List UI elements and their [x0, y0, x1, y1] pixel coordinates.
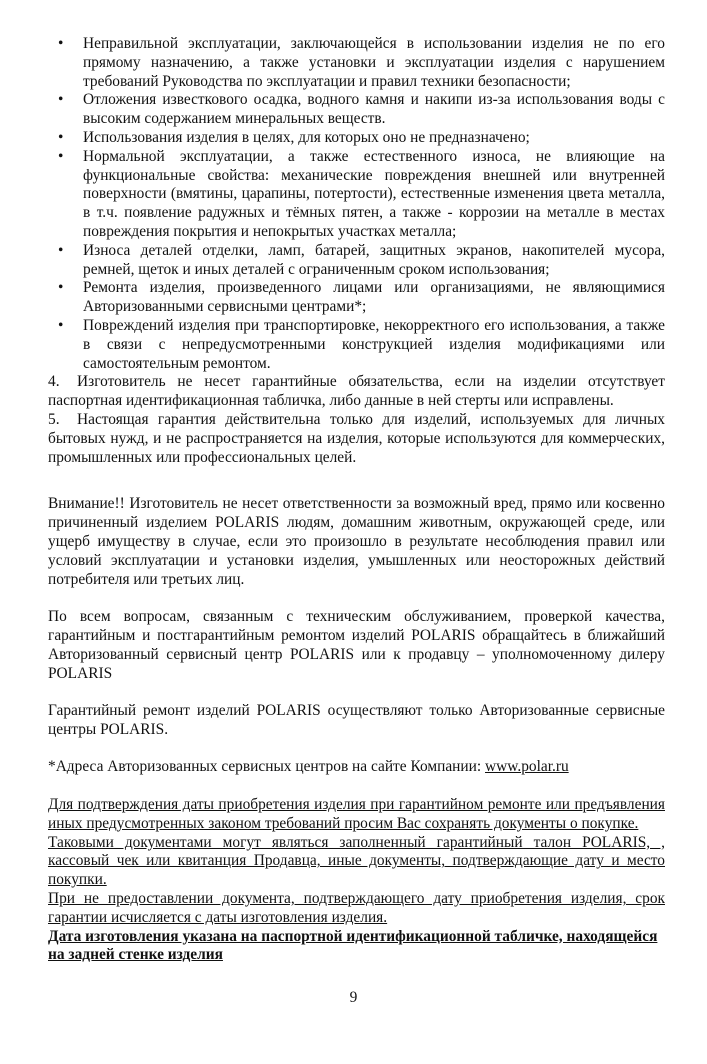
- warranty-repair-paragraph: Гарантийный ремонт изделий POLARIS осуществляют только Авторизованные сервисные центры POLARIS.: [48, 702, 665, 738]
- list-item: • Использования изделия в целях, для которых оно не предназначено;: [58, 128, 530, 146]
- list-item: • Ремонта изделия, произведенного лицами или организациями, не являющимися Авторизованными сервисными центрами*;: [58, 279, 665, 316]
- list-item: • Неправильной эксплуатации, заключающейся в использовании изделия не по его прямому назначению, а также установки и эксплуатации изделия с нарушением требований Руководства по эксплуатации и правил техники безопасности;: [58, 35, 665, 90]
- no-document-note: При не предоставлении документа, подтверждающего дату приобретения изделия, срок гарантии исчисляется с даты изготовления изделия.: [48, 890, 665, 926]
- bullet-icon: •: [58, 316, 64, 334]
- bullet-icon: •: [58, 279, 64, 297]
- attention-paragraph: Внимание!! Изготовитель не несет ответственности за возможный вред, прямо или косвенно причиненный изделием POLARIS людям, домашним животным, окружающей среде, или ущерб имуществу в случае, если это произошло в результате несоблюдения правил или условий эксплуатации и установки изделия, умышленных или неосторожных действий потребителя или третьих лиц.: [48, 495, 665, 588]
- clause-5: 5. Настоящая гарантия действительна только для изделий, используемых для личных бытовых нужд, и не распространяется на изделия, которые используются для коммерческих, промышленных или профессиональных целей.: [48, 410, 665, 466]
- list-item: • Отложения известкового осадка, водного камня и накипи из-за использования воды с высоким содержанием минеральных веществ.: [58, 91, 665, 128]
- list-item: • Износа деталей отделки, ламп, батарей, защитных экранов, накопителей мусора, ремней, щеток и иных деталей с ограниченным сроком использования;: [58, 241, 665, 278]
- documents-list-note: Таковыми документами могут являться заполненный гарантийный талон POLARIS, , кассовый чек или квитанция Продавца, иные документы, подтверждающие дату и место покупки.: [48, 833, 665, 889]
- page-number: 9: [349, 989, 358, 1007]
- exclusions-list: [48, 35, 665, 373]
- list-item: • Нормальной эксплуатации, а также естественного износа, не влияющие на функциональные свойства: механические повреждения внешней или внутренней поверхности (вмятины, царапины, потертости), естественные изменения цвета металла, в т.ч. появление радужных и тёмных пятен, а также - коррозии на металле в местах повреждения покрытия и непокрытых участках металла;: [58, 147, 665, 240]
- bullet-icon: •: [58, 128, 64, 146]
- document-page: [48, 35, 665, 965]
- bullet-icon: •: [58, 147, 64, 165]
- bullet-icon: •: [58, 91, 64, 109]
- purchase-documents-note: Для подтверждения даты приобретения изделия при гарантийном ремонте или предъявления иных предусмотренных законом требований просим Вас сохранять документы о покупке.: [48, 796, 665, 832]
- bullet-icon: •: [58, 35, 64, 52]
- clause-4: 4. Изготовитель не несет гарантийные обязательства, если на изделии отсутствует паспортная идентификационная табличка, либо данные в ней стерты или исправлены.: [48, 373, 665, 410]
- addresses-paragraph: *Адреса Авторизованных сервисных центров на сайте Компании: www.polar.ru: [48, 758, 569, 776]
- manufacture-date-note: Дата изготовления указана на паспортной идентификационной табличке, находящейся на задней стенке изделия: [48, 927, 658, 964]
- service-questions-paragraph: По всем вопросам, связанным с техническим обслуживанием, проверкой качества, гарантийным и постгарантийным ремонтом изделий POLARIS обращайтесь в ближайший Авторизованный сервисный центр POLARIS или к продавцу – уполномоченному дилеру POLARIS: [48, 608, 665, 682]
- bullet-icon: •: [58, 241, 64, 259]
- polar-website-link[interactable]: www.polar.ru: [485, 758, 569, 776]
- list-item: • Повреждений изделия при транспортировке, некорректного его использования, а также в связи с непредусмотренными конструкцией изделия модификациями или самостоятельным ремонтом.: [58, 316, 665, 372]
